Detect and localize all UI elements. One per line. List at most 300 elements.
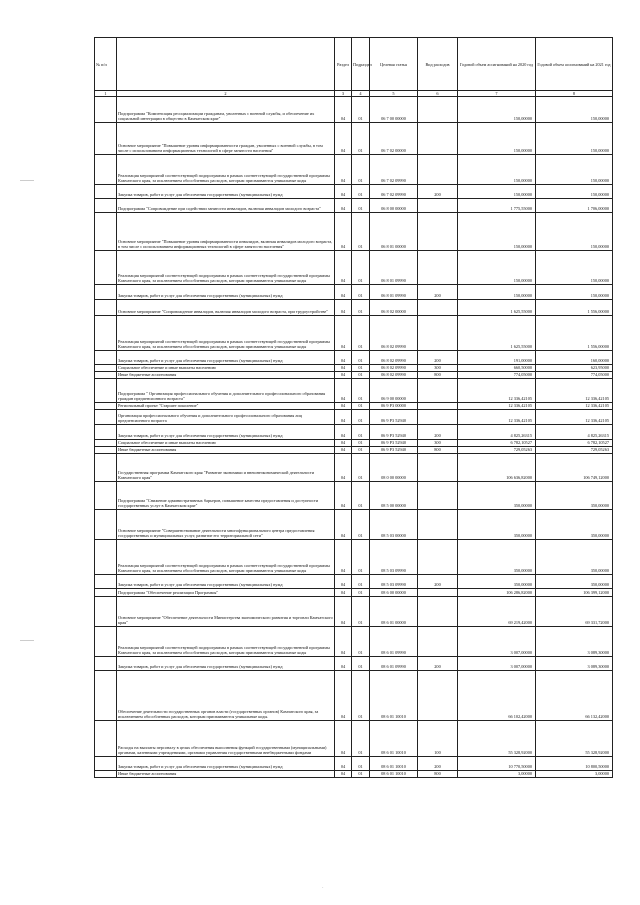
row-amount-2021: 12 336,42105 xyxy=(536,379,613,403)
row-amount-2021: 150,00000 xyxy=(536,185,613,199)
row-razdel: 04 xyxy=(335,285,352,300)
budget-table xyxy=(94,37,613,778)
row-number xyxy=(95,285,117,300)
row-amount-2020: 1 625,55000 xyxy=(458,316,536,351)
row-podrazdel: 01 xyxy=(352,199,370,213)
row-name: Иные бюджетные ассигнования xyxy=(117,447,335,454)
scan-artifact-line xyxy=(20,180,34,181)
row-expense-type xyxy=(418,403,458,410)
header-expense-type: Вид расходов xyxy=(418,38,458,91)
row-name: Закупка товаров, работ и услуг для обеспечения государственных (муниципальных) нужд xyxy=(117,185,335,199)
header-2021: Годовой объем ассигнований на 2021 год xyxy=(536,38,613,91)
row-target-article: 08 6 01 09990 xyxy=(370,657,418,671)
row-number xyxy=(95,316,117,351)
row-number xyxy=(95,589,117,597)
row-target-article: 06 7 02 09990 xyxy=(370,155,418,185)
row-podrazdel: 01 xyxy=(352,721,370,757)
scan-artifact-line xyxy=(20,640,34,641)
row-amount-2020: 12 336,42105 xyxy=(458,410,536,425)
row-podrazdel: 01 xyxy=(352,316,370,351)
row-razdel: 04 xyxy=(335,351,352,365)
column-number: 8 xyxy=(536,91,613,97)
row-amount-2021: 3 089,30000 xyxy=(536,657,613,671)
row-expense-type: 800 xyxy=(418,771,458,778)
row-target-article: 06 8 02 09990 xyxy=(370,365,418,372)
row-expense-type xyxy=(418,316,458,351)
row-amount-2020: 10 770,50000 xyxy=(458,757,536,771)
row-amount-2021: 150,00000 xyxy=(536,97,613,123)
table-row xyxy=(95,365,613,372)
row-name: Закупка товаров, работ и услуг для обеспечения государственных (муниципальных) нужд xyxy=(117,575,335,589)
row-amount-2020: 106 286,82000 xyxy=(458,589,536,597)
row-razdel: 04 xyxy=(335,300,352,316)
row-name: Закупка товаров, работ и услуг для обеспечения государственных (муниципальных) нужд xyxy=(117,757,335,771)
row-amount-2020: 150,00000 xyxy=(458,285,536,300)
row-target-article: 06 8 01 09990 xyxy=(370,251,418,285)
table-row xyxy=(95,597,613,627)
row-razdel: 04 xyxy=(335,597,352,627)
row-amount-2020: 150,00000 xyxy=(458,97,536,123)
row-podrazdel: 01 xyxy=(352,123,370,155)
row-target-article: 06 8 02 00000 xyxy=(370,300,418,316)
row-number xyxy=(95,757,117,771)
row-amount-2020: 69 219,42000 xyxy=(458,597,536,627)
row-number xyxy=(95,771,117,778)
row-target-article: 06 9 P3 52940 xyxy=(370,447,418,454)
row-expense-type xyxy=(418,540,458,575)
row-number xyxy=(95,627,117,657)
row-amount-2020: 55 328,92000 xyxy=(458,721,536,757)
row-amount-2020: 729,05263 xyxy=(458,447,536,454)
row-name: Закупка товаров, работ и услуг для обеспечения государственных (муниципальных) нужд xyxy=(117,657,335,671)
row-target-article: 08 6 00 00000 xyxy=(370,589,418,597)
row-podrazdel: 01 xyxy=(352,447,370,454)
row-razdel: 04 xyxy=(335,155,352,185)
row-podrazdel: 01 xyxy=(352,540,370,575)
row-amount-2020: 191,00000 xyxy=(458,351,536,365)
row-amount-2021: 150,00000 xyxy=(536,251,613,285)
row-name: Реализация мероприятий соответствующей подпрограммы в рамках соответствующей государственной программы Камчатского края, за исключением обособленных расходов, которым присваиваются уникальные коды xyxy=(117,155,335,185)
row-amount-2020: 12 336,42105 xyxy=(458,403,536,410)
row-podrazdel: 01 xyxy=(352,657,370,671)
row-podrazdel: 01 xyxy=(352,300,370,316)
table-row xyxy=(95,403,613,410)
row-razdel: 04 xyxy=(335,757,352,771)
row-razdel: 04 xyxy=(335,721,352,757)
row-target-article: 08 6 01 00000 xyxy=(370,597,418,627)
row-expense-type: 200 xyxy=(418,575,458,589)
row-name: Подпрограмма "Сопровождение при содействии занятости инвалидов, включая инвалидов молодого возраста" xyxy=(117,199,335,213)
row-target-article: 06 8 01 09990 xyxy=(370,285,418,300)
column-number: 2 xyxy=(117,91,335,97)
row-target-article: 08 0 00 00000 xyxy=(370,454,418,482)
row-expense-type xyxy=(418,627,458,657)
row-number xyxy=(95,123,117,155)
column-number: 4 xyxy=(352,91,370,97)
table-row xyxy=(95,425,613,440)
table-row xyxy=(95,540,613,575)
row-target-article: 06 7 02 00000 xyxy=(370,123,418,155)
row-expense-type xyxy=(418,251,458,285)
row-number xyxy=(95,657,117,671)
row-amount-2020: 66 102,42000 xyxy=(458,671,536,721)
row-number xyxy=(95,351,117,365)
row-razdel: 04 xyxy=(335,213,352,251)
row-expense-type: 300 xyxy=(418,365,458,372)
row-number xyxy=(95,97,117,123)
row-amount-2021: 3,00000 xyxy=(536,771,613,778)
table-row xyxy=(95,589,613,597)
row-expense-type: 300 xyxy=(418,440,458,447)
table-row xyxy=(95,440,613,447)
row-amount-2021: 623,95000 xyxy=(536,365,613,372)
table-row xyxy=(95,447,613,454)
column-number: 5 xyxy=(370,91,418,97)
table-row xyxy=(95,757,613,771)
row-name: Организация профессионального обучения и дополнительного профессионального образования лиц предпенсионного возраста xyxy=(117,410,335,425)
row-amount-2021: 774,05000 xyxy=(536,372,613,379)
table-row xyxy=(95,575,613,589)
row-number xyxy=(95,510,117,540)
table-row xyxy=(95,155,613,185)
table-row xyxy=(95,510,613,540)
row-amount-2020: 150,00000 xyxy=(458,185,536,199)
row-podrazdel: 01 xyxy=(352,351,370,365)
row-podrazdel: 01 xyxy=(352,185,370,199)
row-target-article: 06 8 01 00000 xyxy=(370,213,418,251)
row-amount-2021: 150,00000 xyxy=(536,213,613,251)
row-expense-type: 200 xyxy=(418,285,458,300)
row-amount-2020: 3 007,00000 xyxy=(458,657,536,671)
row-expense-type xyxy=(418,671,458,721)
row-amount-2021: 1 556,00000 xyxy=(536,300,613,316)
header-row xyxy=(95,38,613,91)
row-expense-type xyxy=(418,510,458,540)
row-expense-type xyxy=(418,589,458,597)
row-razdel: 04 xyxy=(335,403,352,410)
row-podrazdel: 01 xyxy=(352,155,370,185)
row-name: Реализация мероприятий соответствующей подпрограммы в рамках соответствующей государственной программы Камчатского края, за исключением обособленных расходов, которым присваиваются уникальные коды xyxy=(117,251,335,285)
row-number xyxy=(95,365,117,372)
row-expense-type xyxy=(418,97,458,123)
table-row xyxy=(95,285,613,300)
row-razdel: 04 xyxy=(335,316,352,351)
row-razdel: 04 xyxy=(335,123,352,155)
row-podrazdel: 01 xyxy=(352,365,370,372)
row-name: Подпрограмма "Обеспечение реализации Программы" xyxy=(117,589,335,597)
table-row xyxy=(95,351,613,365)
row-podrazdel: 01 xyxy=(352,97,370,123)
row-number xyxy=(95,482,117,510)
row-number xyxy=(95,379,117,403)
row-amount-2021: 3 089,30000 xyxy=(536,627,613,657)
row-podrazdel: 01 xyxy=(352,454,370,482)
row-razdel: 04 xyxy=(335,372,352,379)
row-amount-2021: 55 328,92000 xyxy=(536,721,613,757)
row-razdel: 04 xyxy=(335,454,352,482)
row-name: Реализация мероприятий соответствующей подпрограммы в рамках соответствующей государственной программы Камчатского края, за исключением обособленных расходов, которым присваиваются уникальные коды xyxy=(117,540,335,575)
row-expense-type xyxy=(418,300,458,316)
row-expense-type: 100 xyxy=(418,721,458,757)
row-amount-2020: 106 636,82000 xyxy=(458,454,536,482)
row-razdel: 04 xyxy=(335,575,352,589)
row-razdel: 04 xyxy=(335,447,352,454)
row-razdel: 04 xyxy=(335,627,352,657)
row-expense-type xyxy=(418,379,458,403)
row-number xyxy=(95,425,117,440)
row-name: Закупка товаров, работ и услуг для обеспечения государственных (муниципальных) нужд xyxy=(117,351,335,365)
row-podrazdel: 01 xyxy=(352,213,370,251)
row-expense-type xyxy=(418,199,458,213)
row-razdel: 04 xyxy=(335,425,352,440)
header-name xyxy=(117,38,335,91)
table-row xyxy=(95,185,613,199)
header-podrazdel: Подраздел xyxy=(352,38,370,91)
column-number: 1 xyxy=(95,91,117,97)
row-name: Основное мероприятие "Повышение уровня информированности инвалидов, включая инвалидов молодого возраста, в том числе с использованием информационных технологий в сфере занятости населения" xyxy=(117,213,335,251)
row-expense-type: 200 xyxy=(418,657,458,671)
row-podrazdel: 01 xyxy=(352,575,370,589)
row-amount-2021: 350,00000 xyxy=(536,510,613,540)
table-row xyxy=(95,213,613,251)
row-name: Закупка товаров, работ и услуг для обеспечения государственных (муниципальных) нужд xyxy=(117,425,335,440)
row-amount-2021: 106 749,12000 xyxy=(536,454,613,482)
row-target-article: 08 6 01 10010 xyxy=(370,671,418,721)
header-target-article: Целевая статья xyxy=(370,38,418,91)
row-podrazdel: 01 xyxy=(352,771,370,778)
row-amount-2020: 12 336,42105 xyxy=(458,379,536,403)
row-number xyxy=(95,671,117,721)
row-amount-2021: 12 336,42105 xyxy=(536,410,613,425)
row-amount-2021: 1 556,00000 xyxy=(536,316,613,351)
row-number xyxy=(95,300,117,316)
row-target-article: 08 5 03 09990 xyxy=(370,575,418,589)
row-target-article: 08 5 03 00000 xyxy=(370,510,418,540)
row-podrazdel: 01 xyxy=(352,597,370,627)
column-number: 6 xyxy=(418,91,458,97)
row-razdel: 04 xyxy=(335,365,352,372)
table-row xyxy=(95,671,613,721)
row-podrazdel: 01 xyxy=(352,251,370,285)
row-razdel: 04 xyxy=(335,510,352,540)
row-target-article: 06 8 02 09990 xyxy=(370,372,418,379)
table-row xyxy=(95,771,613,778)
row-target-article: 06 7 02 09990 xyxy=(370,185,418,199)
row-number xyxy=(95,251,117,285)
row-target-article: 08 6 01 10010 xyxy=(370,757,418,771)
row-amount-2021: 66 132,42000 xyxy=(536,671,613,721)
row-target-article: 08 6 01 10010 xyxy=(370,771,418,778)
row-amount-2021: 160,00000 xyxy=(536,351,613,365)
row-amount-2021: 150,00000 xyxy=(536,123,613,155)
table-row xyxy=(95,482,613,510)
row-target-article: 06 9 P3 52940 xyxy=(370,440,418,447)
row-podrazdel: 01 xyxy=(352,671,370,721)
table-row xyxy=(95,300,613,316)
row-razdel: 04 xyxy=(335,410,352,425)
row-name: Реализация мероприятий соответствующей подпрограммы в рамках соответствующей государственной программы Камчатского края, за исключением обособленных расходов, которым присваиваются уникальные коды xyxy=(117,316,335,351)
row-razdel: 04 xyxy=(335,671,352,721)
row-amount-2020: 660,50000 xyxy=(458,365,536,372)
row-amount-2021: 350,00000 xyxy=(536,540,613,575)
row-podrazdel: 01 xyxy=(352,510,370,540)
row-target-article: 06 8 02 09990 xyxy=(370,316,418,351)
row-razdel: 04 xyxy=(335,251,352,285)
row-number xyxy=(95,199,117,213)
row-amount-2020: 3 007,00000 xyxy=(458,627,536,657)
row-number xyxy=(95,597,117,627)
row-amount-2021: 106 399,12000 xyxy=(536,589,613,597)
row-amount-2021: 1 706,00000 xyxy=(536,199,613,213)
row-amount-2020: 3,00000 xyxy=(458,771,536,778)
row-amount-2020: 350,00000 xyxy=(458,510,536,540)
row-expense-type xyxy=(418,454,458,482)
row-podrazdel: 01 xyxy=(352,403,370,410)
row-number xyxy=(95,372,117,379)
row-razdel: 04 xyxy=(335,199,352,213)
row-number xyxy=(95,213,117,251)
row-target-article: 08 6 01 09990 xyxy=(370,627,418,657)
row-name: Подпрограмма "Компенсация ресоциализации гражданам, уволенных с военной службы, и обеспечение их социальной интеграции в общество в Камчатском крае" xyxy=(117,97,335,123)
row-razdel: 04 xyxy=(335,379,352,403)
table-row xyxy=(95,199,613,213)
row-number xyxy=(95,403,117,410)
row-target-article: 08 5 03 09990 xyxy=(370,540,418,575)
row-amount-2020: 1 625,55000 xyxy=(458,300,536,316)
row-expense-type xyxy=(418,213,458,251)
row-target-article: 06 9 00 00000 xyxy=(370,379,418,403)
row-amount-2021: 350,00000 xyxy=(536,575,613,589)
row-podrazdel: 01 xyxy=(352,425,370,440)
row-podrazdel: 01 xyxy=(352,589,370,597)
row-target-article: 06 8 00 00000 xyxy=(370,199,418,213)
row-podrazdel: 01 xyxy=(352,482,370,510)
row-podrazdel: 01 xyxy=(352,372,370,379)
row-expense-type xyxy=(418,123,458,155)
table-row xyxy=(95,721,613,757)
row-amount-2020: 150,00000 xyxy=(458,155,536,185)
row-name: Социальное обеспечение и иные выплаты населению xyxy=(117,440,335,447)
row-target-article: 08 5 00 00000 xyxy=(370,482,418,510)
row-amount-2021: 6 782,10527 xyxy=(536,440,613,447)
row-amount-2020: 350,00000 xyxy=(458,482,536,510)
column-number: 3 xyxy=(335,91,352,97)
row-number xyxy=(95,410,117,425)
row-name: Подпрограмма " Организация профессионального обучения и дополнительного профессионального образования граждан предпенсионного возраста" xyxy=(117,379,335,403)
row-expense-type: 200 xyxy=(418,185,458,199)
header-razdel: Раздел xyxy=(335,38,352,91)
row-amount-2021: 69 331,72000 xyxy=(536,597,613,627)
row-podrazdel: 01 xyxy=(352,440,370,447)
row-expense-type: 800 xyxy=(418,447,458,454)
row-razdel: 04 xyxy=(335,482,352,510)
row-name: Подпрограмма "Снижение административных барьеров, повышение качества предоставления и доступности государственных услуг в Камчатском крае" xyxy=(117,482,335,510)
row-podrazdel: 01 xyxy=(352,285,370,300)
row-number xyxy=(95,540,117,575)
table-row xyxy=(95,454,613,482)
row-amount-2021: 350,00000 xyxy=(536,482,613,510)
row-amount-2020: 150,00000 xyxy=(458,251,536,285)
row-amount-2020: 774,05000 xyxy=(458,372,536,379)
row-name: Реализация мероприятий соответствующей подпрограммы в рамках соответствующей государственной программы Камчатского края, за исключением обособленных расходов, которым присваиваются уникальные коды xyxy=(117,627,335,657)
row-name: Социальное обеспечение и иные выплаты населению xyxy=(117,365,335,372)
row-target-article: 06 7 00 00000 xyxy=(370,97,418,123)
row-name: Основное мероприятие "Совершенствование деятельности многофункционального центра предоставления государственных и муниципальных услуг, развитие его территориальной сети" xyxy=(117,510,335,540)
table-row xyxy=(95,97,613,123)
header-num: № п/п xyxy=(95,38,117,91)
row-razdel: 04 xyxy=(335,771,352,778)
row-amount-2021: 150,00000 xyxy=(536,285,613,300)
row-amount-2020: 350,00000 xyxy=(458,540,536,575)
table-row xyxy=(95,316,613,351)
row-expense-type: 200 xyxy=(418,351,458,365)
row-razdel: 04 xyxy=(335,97,352,123)
row-number xyxy=(95,454,117,482)
row-expense-type: 200 xyxy=(418,425,458,440)
row-podrazdel: 01 xyxy=(352,379,370,403)
row-target-article: 06 9 P3 00000 xyxy=(370,403,418,410)
row-name: Иные бюджетные ассигнования xyxy=(117,771,335,778)
table-row xyxy=(95,251,613,285)
row-name: Основное мероприятие "Обеспечение деятельности Министерства экономического развития и торговли Камчатского края" xyxy=(117,597,335,627)
row-name: Закупка товаров, работ и услуг для обеспечения государственных (муниципальных) нужд xyxy=(117,285,335,300)
row-amount-2020: 6 782,10527 xyxy=(458,440,536,447)
column-number: 7 xyxy=(458,91,536,97)
row-razdel: 04 xyxy=(335,540,352,575)
row-name: Иные бюджетные ассигнования xyxy=(117,372,335,379)
row-number xyxy=(95,440,117,447)
row-target-article: 06 9 P3 52940 xyxy=(370,410,418,425)
row-number xyxy=(95,185,117,199)
row-number xyxy=(95,447,117,454)
row-amount-2020: 150,00000 xyxy=(458,213,536,251)
row-name: Государственная программа Камчатского края "Развитие экономики и внешнеэкономической деятельности Камчатского края" xyxy=(117,454,335,482)
row-podrazdel: 01 xyxy=(352,627,370,657)
row-name: Основное мероприятие "Повышение уровня информированности граждан, уволенных с военной службы, в том числе с использованием информационных технологий в сфере занятости населения" xyxy=(117,123,335,155)
row-amount-2021: 10 800,50000 xyxy=(536,757,613,771)
row-name: Расходы на выплаты персоналу в целях обеспечения выполнения функций государственными (муниципальными) органами, казенными учреждениями, органами управления государственными внебюджетными фондами xyxy=(117,721,335,757)
row-razdel: 04 xyxy=(335,657,352,671)
row-number xyxy=(95,575,117,589)
row-expense-type xyxy=(418,410,458,425)
row-expense-type xyxy=(418,597,458,627)
row-target-article: 06 9 P3 52940 xyxy=(370,425,418,440)
row-target-article: 06 8 02 09990 xyxy=(370,351,418,365)
scan-artifact-dot: · xyxy=(322,886,324,891)
row-expense-type: 800 xyxy=(418,372,458,379)
budget-table-sheet xyxy=(94,37,612,778)
row-razdel: 04 xyxy=(335,440,352,447)
row-name: Основное мероприятие "Сопровождение инвалидов, включая инвалидов молодого возраста, при трудоустройстве" xyxy=(117,300,335,316)
row-target-article: 08 6 01 10010 xyxy=(370,721,418,757)
row-name: Обеспечение деятельности государственных органов власти (государственных органов) Камчатского края, за исключением обособленных расходов, которым присваиваются уникальные коды. xyxy=(117,671,335,721)
row-number xyxy=(95,155,117,185)
table-row xyxy=(95,372,613,379)
table-row xyxy=(95,123,613,155)
row-name: Региональный проект "Старшее поколение" xyxy=(117,403,335,410)
row-razdel: 04 xyxy=(335,589,352,597)
table-row xyxy=(95,410,613,425)
row-podrazdel: 01 xyxy=(352,410,370,425)
table-row xyxy=(95,627,613,657)
row-amount-2021: 4 825,26315 xyxy=(536,425,613,440)
row-amount-2020: 4 825,26315 xyxy=(458,425,536,440)
table-body xyxy=(95,97,613,778)
row-expense-type xyxy=(418,155,458,185)
row-amount-2020: 150,00000 xyxy=(458,123,536,155)
row-number xyxy=(95,721,117,757)
table-row xyxy=(95,379,613,403)
